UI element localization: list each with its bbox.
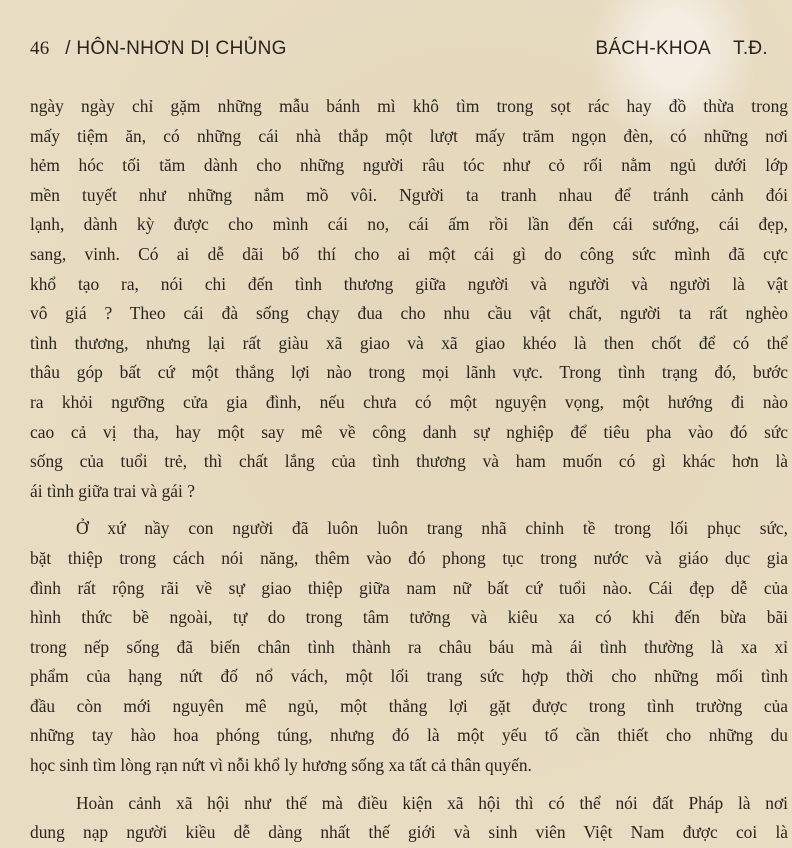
article-body [30,92,788,848]
text-line: dung nạp người kiều dễ dàng nhất thế giới và sinh viên Việt Nam được coi là [30,822,788,843]
page-number: 46 [30,38,50,59]
text-line: Hoàn cảnh xã hội như thế mà điều kiện xã hội thì có thể nói đất Pháp là nơi [76,792,788,813]
text-line: vô giá ? Theo cái đà sống chạy đua cho nhu cầu vật chất, người ta rất nghèo [30,303,788,324]
text-line: trong nếp sống đã biến chân tình thành ra châu báu mà ái tình thường là xa xỉ [30,636,788,657]
article-title: HÔN-NHƠN DỊ CHỦNG [76,38,287,59]
header-right [595,38,768,60]
text-line: mấy tiệm ăn, có những cái nhà thắp một lượt mấy trăm ngọn đèn, có những nơi [30,125,788,146]
paragraph [30,92,788,506]
header-separator: / [65,38,71,59]
publication-issue: T.Đ. [733,38,768,59]
text-line: hẻm hóc tối tăm dành cho những người râu tóc như cỏ rối nằm ngủ dưới lớp [30,155,788,176]
text-line: Ở xứ nầy con người đã luôn luôn trang nhã chỉnh tề trong lối phục sức, [76,518,788,539]
header-left [30,38,287,60]
paragraph [30,789,788,848]
text-line: hình thức bề ngoài, tự do trong tâm tưởng và kiêu xa có khi đến bừa bãi [30,607,788,628]
text-line: khổ tạo ra, nói chi đến tình thương giữa người và người và người là vật [30,273,788,294]
text-line: tình thương, nhưng lại rất giàu xã giao và xã giao khéo là then chốt để có thể [30,332,788,353]
text-line: đình rất rộng rãi về sự giao thiệp giữa nam nữ bất cứ tuổi nào. Cái đẹp dễ của [30,577,788,598]
text-line: bặt thiệp trong cách nói năng, thêm vào đó phong tục trong nước và giáo dục gia [30,547,788,568]
publication-name: BÁCH-KHOA [595,38,712,59]
text-line: sống của tuổi trẻ, thì chất lắng của tình thương và ham muốn có gì khác hơn là [30,451,788,472]
text-line: ra khỏi ngưỡng cửa gia đình, nếu chưa có một nguyện vọng, một hướng đi nào [30,391,788,412]
text-line: học sinh tìm lòng rạn nứt vì nỗi khổ ly hương sống xa tất cả thân quyến. [30,755,532,776]
text-line: mền tuyết như những nắm mồ vôi. Người ta tranh nhau để tránh cảnh đói [30,184,788,205]
text-line: thâu góp bất cứ một thắng lợi nào trong mọi lãnh vực. Trong tình trạng đó, bước [30,362,788,383]
running-header [30,38,768,64]
text-line: ngày ngày chỉ gặm những mẫu bánh mì khô tìm trong sọt rác hay đồ thừa trong [30,96,788,116]
text-line: lạnh, dành kỳ được cho mình cái no, cái ấm rồi lần đến cái sướng, cái đẹp, [30,214,788,235]
text-line: đầu còn mới nguyên mê ngủ, một thắng lợi gặt được trong tình trường của [30,695,788,716]
paragraph [30,514,788,780]
text-line: phẩm của hạng nứt đố nổ vách, một lối trang sức hợp thời cho những mối tình [30,666,788,687]
text-line: cao cả vị tha, hay một say mê về công danh sự nghiệp để tiêu pha vào đó sức [30,421,788,442]
text-line: những tay hào hoa phóng túng, nhưng đó là một yếu tố cần thiết cho những du [30,725,788,746]
text-line: ái tình giữa trai và gái ? [30,480,195,501]
text-line: sang, vinh. Có ai dễ dãi bố thí cho ai một cái gì do công sức mình đã cực [30,243,788,264]
